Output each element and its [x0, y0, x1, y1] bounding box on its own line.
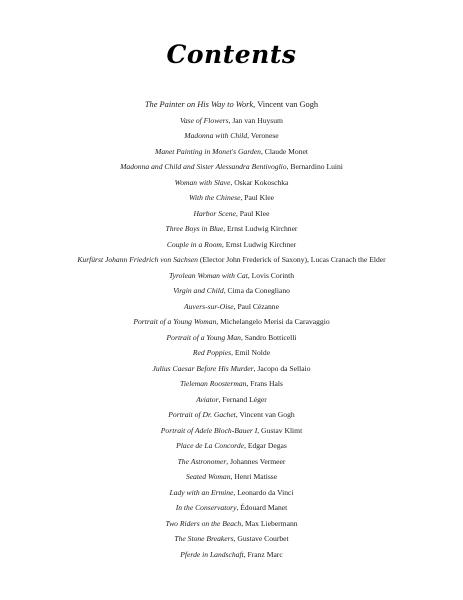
- entry-separator: ,: [223, 286, 228, 295]
- entry-separator: ,: [286, 162, 291, 171]
- entry-separator: ,: [247, 131, 251, 140]
- artwork-title: In the Conservatory: [175, 503, 237, 512]
- page-title: Contents: [166, 40, 297, 69]
- artist-name: Jan van Huysum: [232, 115, 283, 125]
- entry-separator: ,: [246, 379, 251, 388]
- artist-name: Emil Nolde: [234, 348, 271, 357]
- entry-separator: ,: [218, 394, 223, 404]
- entry-separator: ,: [233, 487, 238, 497]
- contents-entry: [0, 454, 463, 470]
- artist-name: Paul Cézanne: [237, 301, 279, 311]
- artwork-title: The Astronomer: [177, 456, 227, 466]
- artist-name: Henri Matisse: [234, 472, 278, 481]
- artist-name: Cima da Conegliano: [227, 286, 290, 295]
- contents-entry: [0, 252, 463, 268]
- entry-separator: ,: [216, 317, 221, 326]
- artist-name: Bernardino Luini: [290, 162, 343, 171]
- artist-name: Paul Klee: [244, 193, 274, 202]
- artwork-title: Place de La Concorde: [176, 441, 245, 450]
- contents-entry: [0, 237, 463, 253]
- artwork-title: Woman with Slave: [174, 177, 231, 187]
- artist-name: Gustave Courbet: [237, 534, 289, 543]
- entry-separator: ,: [247, 270, 252, 280]
- contents-entry: [0, 299, 463, 315]
- entry-separator: ,: [230, 177, 235, 187]
- artist-name: Édouard Manet: [240, 503, 288, 512]
- artist-name: Edgar Degas: [247, 441, 287, 450]
- contents-entry: [0, 283, 463, 299]
- contents-entry: [0, 113, 463, 129]
- artwork-title: Vase of Flowers: [180, 115, 229, 125]
- entry-separator: ,: [243, 549, 248, 559]
- contents-entry: [0, 128, 463, 144]
- contents-entry: [0, 438, 463, 454]
- entry-separator: ,: [241, 518, 246, 528]
- entry-separator: ,: [253, 363, 258, 373]
- artist-name: Jacopo da Sellaio: [257, 363, 311, 373]
- entry-separator: ,: [235, 410, 240, 419]
- contents-entry: [0, 97, 463, 113]
- artwork-title: Kurfürst Johann Friedrich von Sachsen: [77, 255, 198, 264]
- contents-entry: [0, 314, 463, 330]
- artwork-title: Madonna with Child: [184, 131, 248, 140]
- entry-separator: ,: [231, 348, 235, 357]
- entry-separator: ,: [260, 146, 265, 156]
- contents-entry: [0, 485, 463, 501]
- artwork-title: Auvers-sur-Oise: [184, 301, 234, 311]
- artist-name: Frans Hals: [250, 379, 283, 388]
- contents-entry: [0, 144, 463, 160]
- entry-separator: ,: [244, 441, 248, 450]
- artwork-title: Tieleman Roosterman: [180, 379, 247, 388]
- entry-separator: ,: [257, 425, 262, 435]
- artist-name: Vincent van Gogh: [257, 100, 319, 109]
- artist-name: Max Liebermann: [245, 518, 298, 528]
- contents-entry: [0, 175, 463, 191]
- contents-entry: [0, 376, 463, 392]
- contents-list: [0, 97, 463, 562]
- artwork-title: Portrait of a Young Woman: [133, 317, 217, 326]
- artist-name: Fernand Léger: [222, 394, 267, 404]
- contents-entry: [0, 190, 463, 206]
- artist-name: Ernst Ludwig Kirchner: [225, 239, 297, 249]
- artist-name: Johannes Vermeer: [230, 456, 286, 466]
- entry-separator: ,: [236, 503, 241, 512]
- artist-name: Sandro Botticelli: [244, 332, 297, 342]
- artist-name: Leonardo da Vinci: [237, 487, 294, 497]
- entry-separator: ,: [240, 193, 245, 202]
- contents-entry: [0, 361, 463, 377]
- artwork-title: Julius Caesar Before His Murder: [152, 363, 254, 373]
- artwork-title: Portrait of Dr. Gachet: [168, 410, 236, 419]
- artwork-title: Portrait of Adele Bloch-Bauer I: [160, 425, 258, 435]
- artwork-title: With the Chinese: [189, 193, 241, 202]
- artwork-title: Seated Woman: [185, 472, 231, 481]
- artist-name: Vincent van Gogh: [239, 410, 295, 419]
- contents-entry: [0, 159, 463, 175]
- artwork-title: Madonna and Child and Sister Alessandra Bentivoglio: [120, 162, 287, 171]
- artist-name: Ernst Ludwig Kirchner: [227, 224, 298, 233]
- entry-separator: ,: [233, 301, 238, 311]
- artist-name: Lovis Corinth: [251, 270, 295, 280]
- entry-separator: ,: [233, 534, 238, 543]
- entry-separator: ,: [228, 115, 233, 125]
- contents-entry: [0, 516, 463, 532]
- artist-name: Paul Klee: [239, 208, 270, 218]
- contents-entry: [0, 330, 463, 346]
- artist-name: Veronese: [250, 131, 279, 140]
- entry-separator: ,: [223, 224, 228, 233]
- contents-entry: [0, 407, 463, 423]
- contents-entry: [0, 423, 463, 439]
- artwork-title: Three Boys in Blue: [165, 224, 224, 233]
- artist-name: Michelangelo Merisi da Caravaggio: [220, 317, 330, 326]
- artist-name: Gustav Klimt: [261, 425, 303, 435]
- artwork-title: Red Poppies: [192, 348, 232, 357]
- contents-entry: [0, 469, 463, 485]
- contents-entry: [0, 345, 463, 361]
- artwork-title: Pferde in Landschaft: [180, 549, 244, 559]
- entry-separator: ,: [253, 100, 258, 109]
- contents-entry: [0, 392, 463, 408]
- artwork-title: The Painter on His Way to Work: [144, 100, 254, 109]
- artwork-title: Harbor Scene: [193, 208, 236, 218]
- artwork-title: Two Riders on the Beach: [165, 518, 242, 528]
- entry-separator: ,: [230, 472, 235, 481]
- artwork-title: Portrait of a Young Man: [166, 332, 241, 342]
- artwork-title: The Stone Breakers: [174, 534, 234, 543]
- artwork-title: Couple in a Room: [166, 239, 222, 249]
- contents-entry: [0, 547, 463, 563]
- contents-entry: [0, 500, 463, 516]
- entry-separator: ,: [235, 208, 240, 218]
- contents-entry: [0, 268, 463, 284]
- artist-name: Claude Monet: [264, 146, 308, 156]
- contents-entry: [0, 221, 463, 237]
- contents-entry: [0, 531, 463, 547]
- artwork-title: Virgin and Child: [173, 286, 224, 295]
- entry-separator: ,: [240, 332, 245, 342]
- artwork-title: Lady with an Ermine: [169, 487, 234, 497]
- entry-separator: ,: [221, 239, 226, 249]
- entry-separator: ,: [226, 456, 231, 466]
- artist-name: Franz Marc: [247, 549, 283, 559]
- artwork-title: Aviator: [196, 394, 219, 404]
- artist-name: Oskar Kokoschka: [234, 177, 289, 187]
- artwork-title: Tyrolean Woman with Cat: [168, 270, 248, 280]
- artwork-title: Manet Painting in Monet's Garden: [155, 146, 261, 156]
- contents-entry: [0, 206, 463, 222]
- artist-name: (Elector John Frederick of Saxony), Lucas Cranach the Elder: [199, 255, 386, 264]
